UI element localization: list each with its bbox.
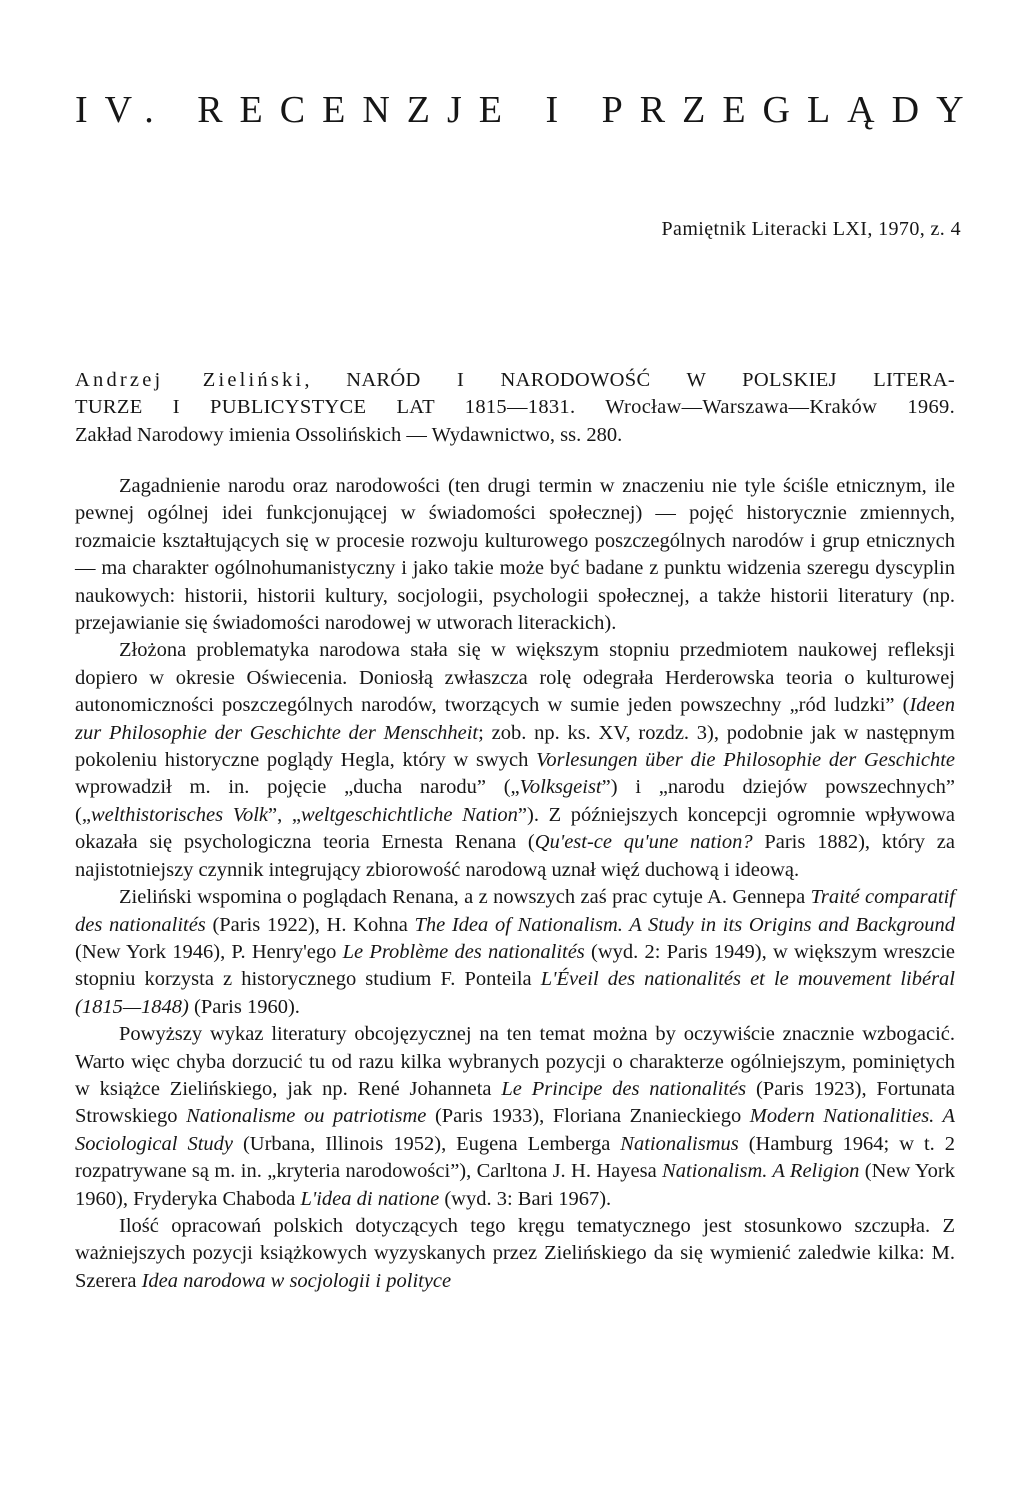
- italic-title: L'idea di natione: [300, 1187, 440, 1210]
- text-run: (Hamburg 1964; w t. 2 rozpatrywane są m. in. „kryteria narodowości”), Carltona J. H. Hayesa: [75, 1132, 956, 1183]
- italic-title: Ideen zur Philosophie der Geschichte der Menschheit: [75, 694, 955, 744]
- text-run: Złożona problematyka narodowa stała się w większym stopniu przedmiotem naukowej refleksji dopiero w okresie Oświecenia. Doniosłą zwłaszcza rolę odegrała Herderowska teoria o kulturowej autonomiczności poszczególnych narodów, tworzących w sumie jeden powszechny „ród ludzki” (: [75, 639, 955, 717]
- text-run: (wyd. 2: Paris 1949), w większym wreszcie stopniu korzysta z historycznego studium F. Ponteila: [75, 940, 955, 991]
- text-run: (Paris 1933), Floriana Znanieckiego: [426, 1105, 750, 1128]
- citation-title-line1: , NARÓD I NARODOWOŚĆ W POLSKIEJ LITERA-: [304, 369, 955, 391]
- text-run: Powyższy wykaz literatury obcojęzycznej na ten temat można by oczywiście znacznie wzbogacić. Warto więc chyba dorzucić tu od razu kilka wybranych pozycji o charakterze ogólniejszym, pominiętych w książce Zielińskiego, jak np. René Johanneta: [75, 1023, 955, 1100]
- text-run: Zieliński wspomina o poglądach Renana, a z nowszych zaś prac cytuje A. Gennepa: [119, 886, 811, 909]
- paragraph-4: [75, 1021, 955, 1213]
- text-run: ”) i „narodu dziejów powszechnych” („: [75, 776, 955, 826]
- italic-title: Qu'est-ce qu'une nation?: [534, 831, 753, 854]
- italic-title: Vorlesungen über die Philosophie der Geschichte: [536, 749, 955, 772]
- section-title: IV. RECENZJE I PRZEGLĄDY: [75, 89, 981, 131]
- text-run: (New York 1946), P. Henry'ego: [75, 940, 343, 963]
- text-run: wprowadził m. in. pojęcie „ducha narodu” („: [75, 776, 520, 799]
- text-run: (wyd. 3: Bari 1967).: [439, 1187, 612, 1210]
- italic-title: Idea narodowa w socjologii i polityce: [141, 1269, 452, 1292]
- italic-title: Le Problème des nationalités: [342, 940, 585, 963]
- italic-title: Modern Nationalities. A Sociological Study: [75, 1105, 956, 1155]
- paragraph-1: Zagadnienie narodu oraz narodowości (ten drugi termin w znaczeniu nie tyle ściśle etnicznym, ile pewnej ogólnej idei funkcjonującej w świadomości społecznej) — pojęć historycznie zmiennych, rozmaicie kształtujących się w procesie rozwoju kulturowego poszczególnych narodów i grup etnicznych — ma charakter ogólnohumanistyczny i jako takie może być badane z punktu widzenia szeregu dyscyplin naukowych: historii, historii kultury, socjologii, psychologii społecznej, a także historii literatury (np. przejawianie się świadomości narodowej w utworach literackich).: [75, 475, 955, 635]
- italic-title: L'Éveil des nationalités et le mouvement libéral (1815—1848): [75, 968, 955, 1018]
- text-run: (Paris 1923), Fortunata Strowskiego: [75, 1077, 955, 1128]
- paragraph-3: [75, 884, 955, 1021]
- italic-title: Le Principe des nationalités: [501, 1077, 747, 1100]
- italic-title: Traité comparatif des nationalités: [75, 886, 955, 936]
- text-run: Paris 1882), który za najistotniejszy czynnik integrujący zbiorowość narodową uznał więź duchową i ideową.: [75, 831, 955, 881]
- italic-title: weltgeschichtliche Nation: [301, 803, 518, 826]
- review-citation: [75, 367, 955, 449]
- text-run: ”). Z późniejszych koncepcji ogromnie wpływowa okazała się psychologiczna teoria Ernesta Renana (: [75, 803, 956, 854]
- text-run: (Paris 1960).: [188, 995, 300, 1018]
- citation-author: Andrzej Zieliński: [75, 369, 305, 391]
- citation-title-line3: Zakład Narodowy imienia Ossolińskich — Wydawnictwo, ss. 280.: [75, 423, 623, 446]
- review-body: [75, 473, 955, 1295]
- text-run: ”, „: [268, 803, 301, 826]
- italic-title: welthistorisches Volk: [90, 803, 269, 826]
- text-run: (New York 1960), Fryderyka Chaboda: [75, 1160, 955, 1210]
- italic-title: Volksgeist: [519, 776, 602, 799]
- paragraph-2: [75, 637, 955, 884]
- text-run: (Urbana, Illinois 1952), Eugena Lemberga: [233, 1132, 621, 1155]
- text-run: ; zob. np. ks. XV, rozdz. 3), podobnie jak w następnym pokoleniu historyczne poglądy Hegla, który w swych: [75, 721, 955, 772]
- italic-title: Nationalism. A Religion: [662, 1160, 860, 1183]
- italic-title: Nationalisme ou patriotisme: [186, 1105, 427, 1128]
- italic-title: Nationalismus: [620, 1132, 739, 1155]
- journal-reference: Pamiętnik Literacki LXI, 1970, z. 4: [661, 218, 961, 240]
- text-run: Ilość opracowań polskich dotyczących tego kręgu tematycznego jest stosunkowo szczupła. Z ważniejszych pozycji książkowych wyzyskanych przez Zielińskiego da się wymienić zaledwie kilka: M. Szerera: [75, 1214, 955, 1292]
- citation-title-line2: TURZE I PUBLICYSTYCE LAT 1815—1831. Wrocław—Warszawa—Kraków 1969.: [75, 396, 955, 419]
- text-run: (Paris 1922), H. Kohna: [205, 913, 415, 936]
- paragraph-5: [75, 1213, 955, 1295]
- italic-title: The Idea of Nationalism. A Study in its Origins and Background: [414, 913, 955, 936]
